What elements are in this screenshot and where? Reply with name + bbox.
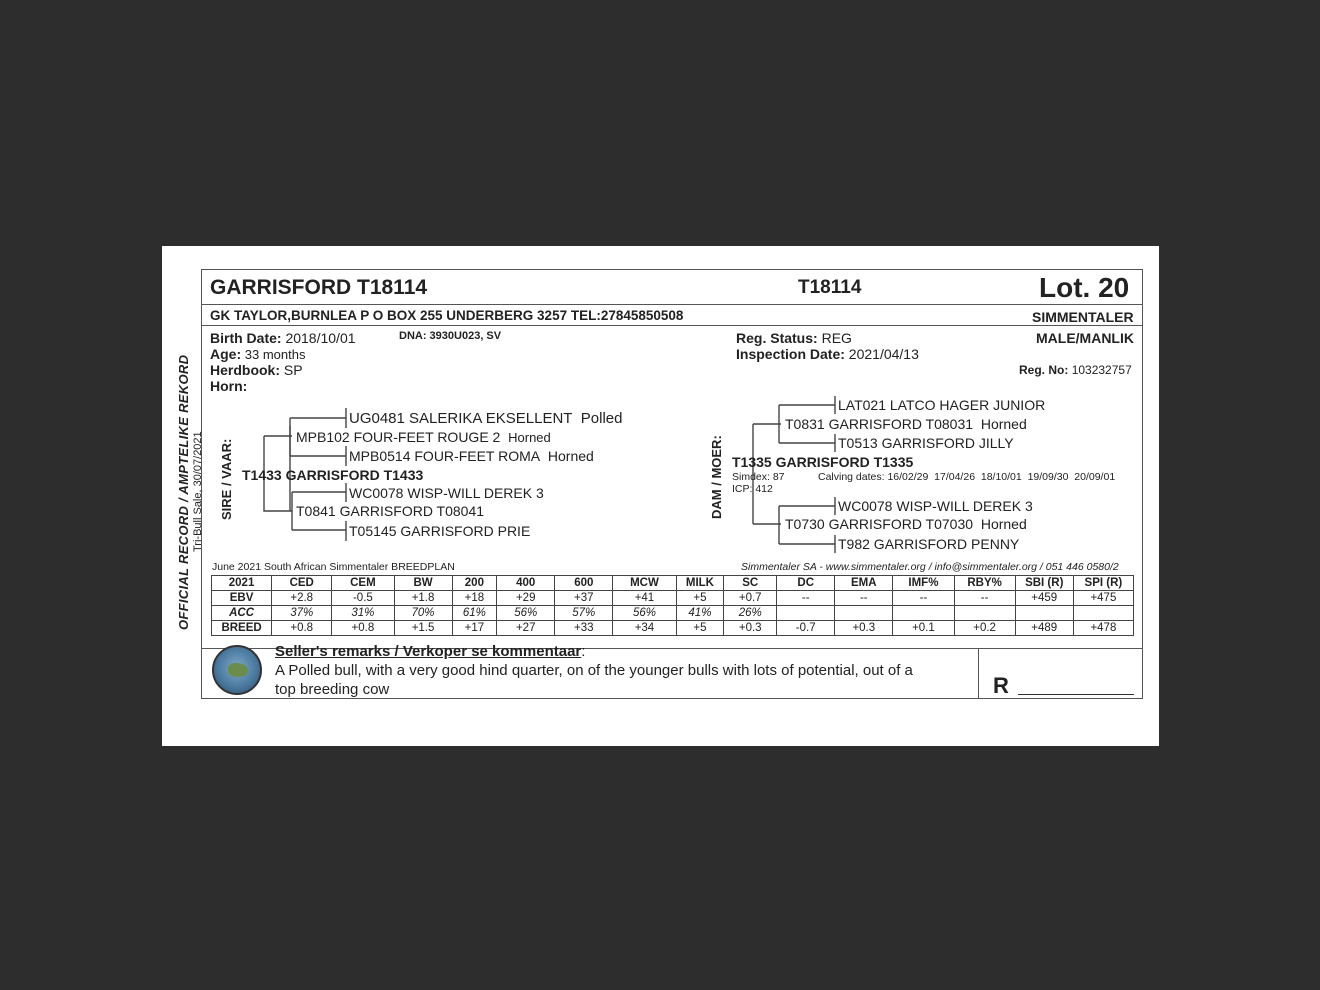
owner-info: GK TAYLOR,BURNLEA P O BOX 255 UNDERBERG 3257 TEL:27845850508 — [210, 308, 684, 323]
table-cell: +0.2 — [954, 621, 1015, 636]
table-cell: 400 — [497, 576, 555, 591]
table-cell: +34 — [613, 621, 676, 636]
dam-name: T1335 GARRISFORD T1335 — [732, 454, 914, 470]
sex: MALE/MANLIK — [1036, 330, 1134, 346]
sire-dam: T0841 GARRISFORD T08041 — [296, 503, 485, 519]
table-cell: +1.5 — [394, 621, 452, 636]
table-cell: EMA — [835, 576, 893, 591]
row-header-cell: 2021 — [212, 576, 272, 591]
divider — [978, 648, 979, 699]
table-cell: CED — [272, 576, 332, 591]
row-header-cell: BREED — [212, 621, 272, 636]
sale-label: Tri-Bull Sale, 30/07/2021 — [192, 431, 204, 552]
table-cell: -- — [954, 591, 1015, 606]
table-cell: SC — [724, 576, 777, 591]
ebv-table — [211, 575, 1134, 636]
dam-sire-sire: LAT021 LATCO HAGER JUNIOR — [838, 397, 1046, 413]
table-cell — [835, 606, 893, 621]
table-row — [212, 576, 1134, 591]
price-label: R — [993, 673, 1009, 698]
dam-icp: ICP: 412 — [732, 483, 773, 495]
dam-sire-dam: T0513 GARRISFORD JILLY — [838, 435, 1014, 451]
dam-sire: T0831 GARRISFORD T08031 Horned — [785, 416, 1027, 432]
table-cell: 61% — [452, 606, 497, 621]
table-cell: 200 — [452, 576, 497, 591]
table-cell: +41 — [613, 591, 676, 606]
animal-name: GARRISFORD T18114 — [210, 276, 428, 299]
table-cell: 37% — [272, 606, 332, 621]
divider — [978, 648, 1143, 649]
table-cell: +475 — [1073, 591, 1133, 606]
table-cell — [777, 606, 835, 621]
herdbook: Herdbook: SP — [210, 362, 303, 378]
breedplan-note: June 2021 South African Simmentaler BREEDPLAN — [212, 561, 455, 573]
reg-number: Reg. No: 103232757 — [1019, 363, 1132, 377]
dam-label: DAM / MOER: — [709, 435, 724, 519]
inspection-date: Inspection Date: 2021/04/13 — [736, 346, 919, 362]
table-cell: 26% — [724, 606, 777, 621]
table-cell: +0.1 — [893, 621, 954, 636]
table-cell: +478 — [1073, 621, 1133, 636]
horn-label: Horn: — [210, 378, 248, 394]
table-cell: 600 — [555, 576, 613, 591]
table-cell: MCW — [613, 576, 676, 591]
table-cell: +2.8 — [272, 591, 332, 606]
sire-sire-sire: UG0481 SALERIKA EKSELLENT Polled — [349, 410, 623, 427]
price-field[interactable] — [1018, 694, 1134, 695]
table-cell: 41% — [676, 606, 724, 621]
table-cell: -0.7 — [777, 621, 835, 636]
table-cell: MILK — [676, 576, 724, 591]
table-cell — [1015, 606, 1073, 621]
reg-status: Reg. Status: REG — [736, 330, 852, 346]
sire-dam-dam: T05145 GARRISFORD PRIE — [349, 523, 531, 539]
table-cell: -- — [835, 591, 893, 606]
official-record-label: OFFICIAL RECORD / AMPTELIKE REKORD — [176, 354, 191, 630]
table-cell: +0.3 — [835, 621, 893, 636]
lot-number: Lot. 20 — [1039, 272, 1130, 303]
table-cell: IMF% — [893, 576, 954, 591]
table-cell: +5 — [676, 621, 724, 636]
table-cell: +0.7 — [724, 591, 777, 606]
dam-dam-dam: T982 GARRISFORD PENNY — [838, 536, 1020, 552]
table-cell: -- — [893, 591, 954, 606]
row-header-cell: ACC — [212, 606, 272, 621]
table-cell: +489 — [1015, 621, 1073, 636]
table-row — [212, 621, 1134, 636]
birth-date: Birth Date: 2018/10/01 — [210, 330, 356, 346]
table-cell: 31% — [332, 606, 394, 621]
table-row — [212, 591, 1134, 606]
table-cell: -- — [777, 591, 835, 606]
dam-simdex: Simdex: 87 — [732, 471, 785, 483]
table-cell: +5 — [676, 591, 724, 606]
table-cell: RBY% — [954, 576, 1015, 591]
table-cell — [954, 606, 1015, 621]
sire-label: SIRE / VAAR: — [219, 438, 234, 520]
dam-calving-dates: Calving dates: 16/02/29 17/04/26 18/10/01 19/09/30 20/09/01 — [818, 471, 1116, 483]
table-cell: +1.8 — [394, 591, 452, 606]
table-cell: SBI (R) — [1015, 576, 1073, 591]
table-cell: DC — [777, 576, 835, 591]
table-cell: +29 — [497, 591, 555, 606]
table-cell: +37 — [555, 591, 613, 606]
divider — [202, 325, 1142, 326]
table-cell: +27 — [497, 621, 555, 636]
table-cell: SPI (R) — [1073, 576, 1133, 591]
dam-dam: T0730 GARRISFORD T07030 Horned — [785, 516, 1027, 532]
sire-name: T1433 GARRISFORD T1433 — [242, 467, 424, 483]
dam-dam-sire: WC0078 WISP-WILL DEREK 3 — [838, 498, 1033, 514]
table-cell: 56% — [497, 606, 555, 621]
table-cell: 57% — [555, 606, 613, 621]
table-row — [212, 606, 1134, 621]
table-cell: +33 — [555, 621, 613, 636]
table-cell: +0.3 — [724, 621, 777, 636]
breed-name: SIMMENTALER — [1032, 309, 1134, 325]
sire-sire-dam: MPB0514 FOUR-FEET ROMA Horned — [349, 448, 594, 464]
table-cell: 56% — [613, 606, 676, 621]
age: Age: 33 months — [210, 346, 306, 362]
table-cell: +459 — [1015, 591, 1073, 606]
table-cell: CEM — [332, 576, 394, 591]
animal-id: T18114 — [798, 277, 862, 298]
dna-info: DNA: 3930U023, SV — [399, 330, 502, 342]
table-cell: -0.5 — [332, 591, 394, 606]
contact-note: Simmentaler SA - www.simmentaler.org / info@simmentaler.org / 051 446 0580/2 — [741, 561, 1119, 573]
row-header-cell: EBV — [212, 591, 272, 606]
sire-dam-sire: WC0078 WISP-WILL DEREK 3 — [349, 485, 544, 501]
table-cell: +0.8 — [332, 621, 394, 636]
table-cell — [1073, 606, 1133, 621]
table-cell: +18 — [452, 591, 497, 606]
seller-remarks: Seller's remarks / Verkoper se kommentaar: A Polled bull, with a very good hind quarter, on of the younger bulls with lots of potential, out of a top breeding cow — [275, 643, 913, 698]
table-cell: +17 — [452, 621, 497, 636]
table-cell: BW — [394, 576, 452, 591]
table-cell — [893, 606, 954, 621]
divider — [202, 304, 1142, 305]
table-cell: +0.8 — [272, 621, 332, 636]
simmentaler-logo — [212, 645, 262, 695]
table-cell: 70% — [394, 606, 452, 621]
sire-sire: MPB102 FOUR-FEET ROUGE 2 Horned — [296, 429, 551, 445]
